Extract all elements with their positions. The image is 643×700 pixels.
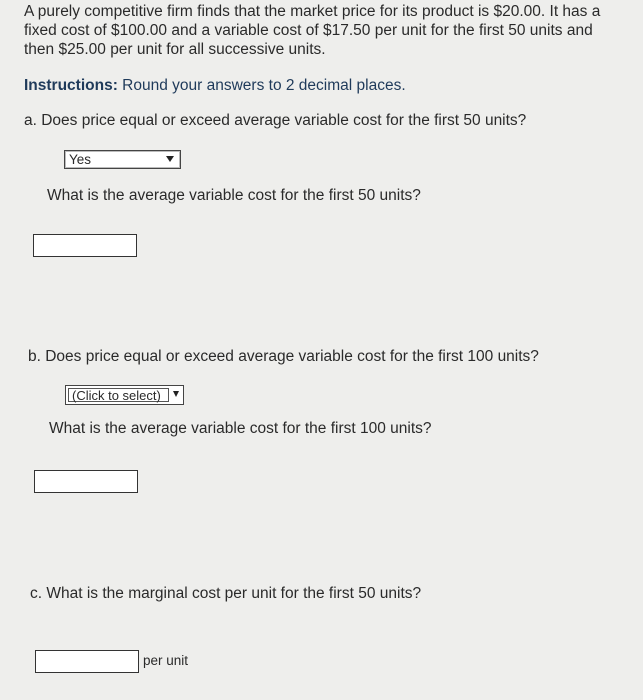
- instructions: [24, 76, 406, 95]
- part-b-followup: What is the average variable cost for the first 100 units?: [49, 420, 432, 437]
- part-b-select[interactable]: [65, 385, 184, 405]
- unit-label: per unit: [143, 653, 189, 668]
- question-intro: A purely competitive firm finds that the market price for its product is $20.00. It has a fixed cost of $100.00 and a variable cost of $17.50 per unit for the first 50 units and then $25.00 per unit for all successive units.: [24, 3, 601, 58]
- part-b-avc-input[interactable]: [34, 470, 138, 493]
- part-b-select-value: (Click to select): [68, 388, 169, 402]
- part-a-avc-input[interactable]: [33, 234, 137, 257]
- chevron-down-icon: [166, 156, 174, 162]
- part-c-mc-input[interactable]: [35, 650, 139, 673]
- part-a-select-value: Yes: [69, 152, 92, 167]
- part-b-question: b. Does price equal or exceed average variable cost for the first 100 units?: [28, 348, 539, 365]
- instructions-text: Round your answers to 2 decimal places.: [117, 77, 406, 94]
- part-a-select[interactable]: [64, 150, 181, 169]
- instructions-label: Instructions:: [24, 77, 118, 94]
- part-a-question: a. Does price equal or exceed average variable cost for the first 50 units?: [24, 112, 527, 129]
- chevron-down-icon: [173, 391, 179, 397]
- part-a-followup: What is the average variable cost for the first 50 units?: [47, 187, 421, 204]
- part-c-question: c. What is the marginal cost per unit for the first 50 units?: [30, 585, 422, 602]
